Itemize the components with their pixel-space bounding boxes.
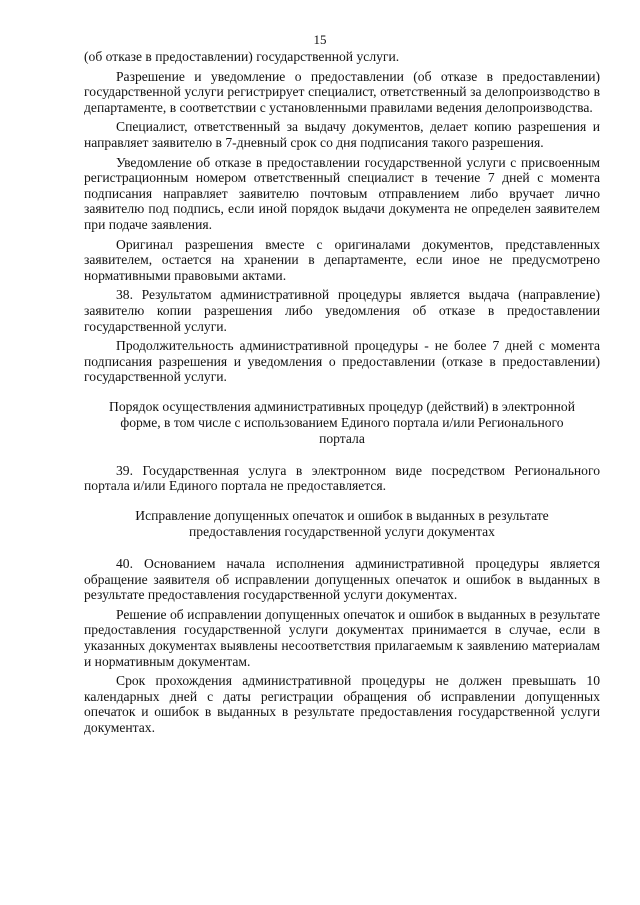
paragraph: Специалист, ответственный за выдачу документов, делает копию разрешения и направляет заявителю в 7-дневный срок со дня подписания такого разрешения. <box>84 119 600 150</box>
paragraph: Решение об исправлении допущенных опечаток и ошибок в выданных в результате предоставления государственной услуги документах принимается в случае, если в указанных документах выявлены несоответствия прилагаемым к заявлению материалам и нормативным документам. <box>84 606 600 669</box>
paragraph-item-39: 39. Государственная услуга в электронном виде посредством Регионального портала и/или Единого портала не предоставляется. <box>84 462 600 494</box>
page-number: 15 <box>313 32 327 47</box>
paragraph: Продолжительность административной процедуры - не более 7 дней с момента подписания разрешения и уведомления о предоставлении (отказе в предоставлении) государственной услуги. <box>84 338 600 385</box>
paragraph: Срок прохождения административной процедуры не должен превышать 10 календарных дней с даты регистрации обращения об исправлении допущенных опечаток и ошибок в выданных в результате предоставления государственной услуги документах. <box>84 673 600 735</box>
paragraph-item-40: 40. Основанием начала исполнения административной процедуры является обращение заявителя об исправлении допущенных опечаток и ошибок в выданных в результате предоставления государственной услуги документах. <box>84 556 600 603</box>
section-heading-electronic-procedures: Порядок осуществления административных процедур (действий) в электронной форме, в том числе с использованием Единого портала и/или Регионального портала <box>109 398 575 446</box>
paragraph: Оригинал разрешения вместе с оригиналами документов, представленных заявителем, остается на хранении в департаменте, если иное не предусмотрено нормативными правовыми актами. <box>84 236 600 283</box>
paragraph: Уведомление об отказе в предоставлении государственной услуги с присвоенным регистрационным номером ответственный специалист в течение 7 дней с момента подписания направляет заявителю почтовым отправлением либо вручает лично заявителю под подпись, если иной порядок выдачи документа не определен заявителем при подаче заявления. <box>84 154 600 232</box>
paragraph: (об отказе в предоставлении) государственной услуги. <box>84 49 400 64</box>
paragraph-item-38: 38. Результатом административной процедуры является выдача (направление) заявителю копии разрешения либо уведомления об отказе в предоставлении государственной услуги. <box>84 287 600 334</box>
paragraph: Разрешение и уведомление о предоставлении (об отказе в предоставлении) государственной услуги регистрирует специалист, ответственный за делопроизводство в департаменте, в соответствии с установленными правилами ведения делопроизводства. <box>84 68 600 115</box>
section-heading-corrections: Исправление допущенных опечаток и ошибок в выданных в результате предоставления государственной услуги документах <box>135 508 549 540</box>
document-body <box>84 49 600 740</box>
